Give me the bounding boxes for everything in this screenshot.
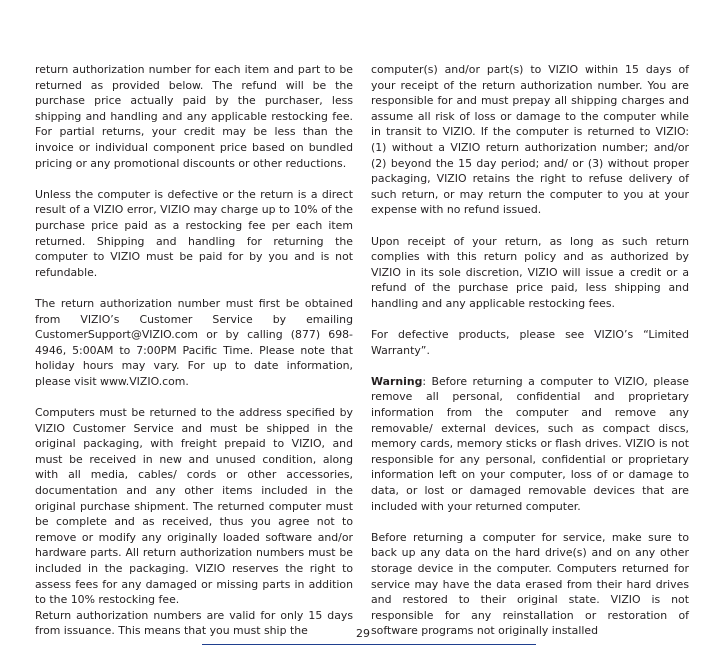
paragraph-refund-amount: return authorization number for each item and part to be returned as provided below. The refund will be the purchase price actually paid by the purchaser, less shipping and handling and any applicable restocking fee. For partial returns, your credit may be less than the invoice or individual component price based on bundled pricing or any promotional discounts or other reductions. (35, 63, 353, 170)
paragraph-authorization-number: The return authorization number must first be obtained from VIZIO’s Customer Service by emailing CustomerSupport@VIZIO.com or by calling (877) 698-4946, 5:00AM to 7:00PM Pacific Time. Please note that holiday hours may vary. For up to date information, please visit www.VIZIO.com. (35, 296, 353, 388)
paragraph-backup: Before returning a computer for service, make sure to back up any data on the hard drive(s) and on any other storage device in the computer. Computers returned for service may have the data erased from their hard drives and restored to their original state. VIZIO is not responsible for any reinstallation or restoration of software programs not originally installed (371, 530, 689, 638)
left-column (35, 62, 353, 639)
paragraph-defective-products: For defective products, please see VIZIO’s “Limited Warranty”. (371, 328, 689, 357)
paragraph-shipping-responsibility: computer(s) and/or part(s) to VIZIO within 15 days of your receipt of the return authorization number. You are responsible for and must prepay all shipping charges and assume all risk of loss or damage to the computer while in transit to VIZIO. If the computer is returned to VIZIO: (1) without a VIZIO return authorization number; and/or (2) beyond the 15 day period; and/ or (3) without proper packaging, VIZIO retains the right to refuse delivery of such return, or may return the computer to you at your expense with no refund issued. (371, 63, 689, 217)
footer-divider (202, 644, 536, 645)
paragraph-return-address: Computers must be returned to the address specified by VIZIO Customer Service and must be shipped in the original packaging, with freight prepaid to VIZIO, and must be received in new and unused condition, along with all media, cables/ cords or other accessories, documentation and any other items included in the original purchase shipment. The returned computer must be complete and as received, thus you agree not to remove or modify any originally loaded software and/or hardware parts. All return authorization numbers must be included in the packaging. VIZIO reserves the right to assess fees for any damaged or missing parts in addition to the 10% restocking fee. (35, 406, 353, 607)
warning-text: : Before returning a computer to VIZIO, please remove all personal, confidential and proprietary information from the computer and remove any removable/ external devices, such as compact discs, memory cards, memory sticks or flash drives. VIZIO is not responsible for any personal, confidential or proprietary information left on your computer, loss of or damage to data, or lost or damaged removable devices that are included with your returned computer. (371, 374, 689, 513)
paragraph-credit-refund: Upon receipt of your return, as long as such return complies with this return policy and as authorized by VIZIO in its sole discretion, VIZIO will issue a credit or a refund of the purchase price paid, less shipping and handling and any applicable restocking fees. (371, 234, 689, 310)
paragraph-restocking-fee: Unless the computer is defective or the return is a direct result of a VIZIO error, VIZIO may charge up to 10% of the purchase price paid as a restocking fee per each item returned. Shipping and handling for returning the computer to VIZIO must be paid for by you and is not refundable. (35, 187, 353, 279)
paragraph-warning (371, 374, 689, 514)
warning-label: Warning (371, 374, 423, 388)
page-number: 29 (356, 627, 370, 640)
paragraph-validity: Return authorization numbers are valid for only 15 days from issuance. This means that you must ship the (35, 608, 353, 638)
right-column (371, 62, 689, 639)
